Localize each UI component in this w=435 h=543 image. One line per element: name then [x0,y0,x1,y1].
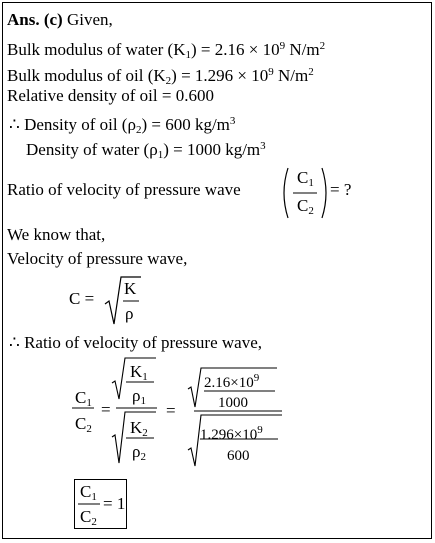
water-density-sub: 1 [157,149,164,161]
oil-density-exp: 3 [229,115,236,127]
rho1: $\rho_1$ [132,386,146,407]
final-den: $C_2$ [80,507,97,528]
ratio-q-num: $C_1$ [297,168,314,189]
k2-unit: N/m [273,66,309,85]
d2: 600 [227,448,250,464]
n1: $2.16\times 10^9$ [204,372,260,391]
k2-value: ) = 1.296 × 10 [171,66,269,85]
therefore-ratio: ∴ Ratio of velocity of pressure wave, [9,333,262,352]
k1-unit-exp: 2 [319,40,326,52]
k1-sub: 1 [185,49,191,61]
sqrt-symbol [103,274,143,328]
oil-density-text: ∴ Density of oil (ρ [9,115,136,134]
k1-value: ) = 2.16 × 10 [190,40,280,59]
formula-c-den: ρ [125,304,134,323]
eq-sign-1: = [101,400,111,419]
lhs-num: $C_1$ [75,388,92,409]
velocity-label: Velocity of pressure wave, [7,249,188,268]
bulk-modulus-water [7,36,325,65]
k2-unit-exp: 2 [308,66,314,78]
water-density-exp: 3 [260,140,266,152]
k1-unit: N/m [285,40,320,59]
k1-text: Bulk modulus of water (K [7,40,186,59]
k2-sub: 2 [165,75,172,87]
ratio-q-den: $C_2$ [297,196,314,217]
rho2: $\rho_2$ [132,442,146,463]
oil-density-value: ) = 600 kg/m [141,115,230,134]
k1: $K_1$ [130,362,148,383]
n2: $1.296\times 10^9$ [200,424,263,443]
ratio-q-tail: = ? [330,180,352,199]
given-label: Given, [66,10,113,29]
d1: 1000 [218,395,248,411]
oil-density-sub: 2 [135,124,142,136]
formula-c-num: K [124,279,137,298]
formula-c-lhs: C = [69,289,95,308]
final-eq: = 1 [103,494,126,513]
answer-heading [7,10,113,30]
relative-density: Relative density of oil = 0.600 [7,86,214,105]
lhs-den: $C_2$ [75,414,92,435]
k2-exp: 9 [268,66,274,78]
k2: $K_2$ [130,418,148,439]
we-know-that: We know that, [7,225,106,244]
water-density-text: Density of water (ρ [26,140,158,159]
ratio-question-text: Ratio of velocity of pressure wave [7,180,241,199]
k2-text: Bulk modulus of oil (K [7,66,166,85]
k1-exp: 9 [279,40,286,52]
answer-label: Ans. (c) [7,10,63,29]
eq-sign-2: = [166,401,176,420]
water-density [26,136,266,165]
final-num: $C_1$ [80,482,97,503]
water-density-value: ) = 1000 kg/m [163,140,261,159]
